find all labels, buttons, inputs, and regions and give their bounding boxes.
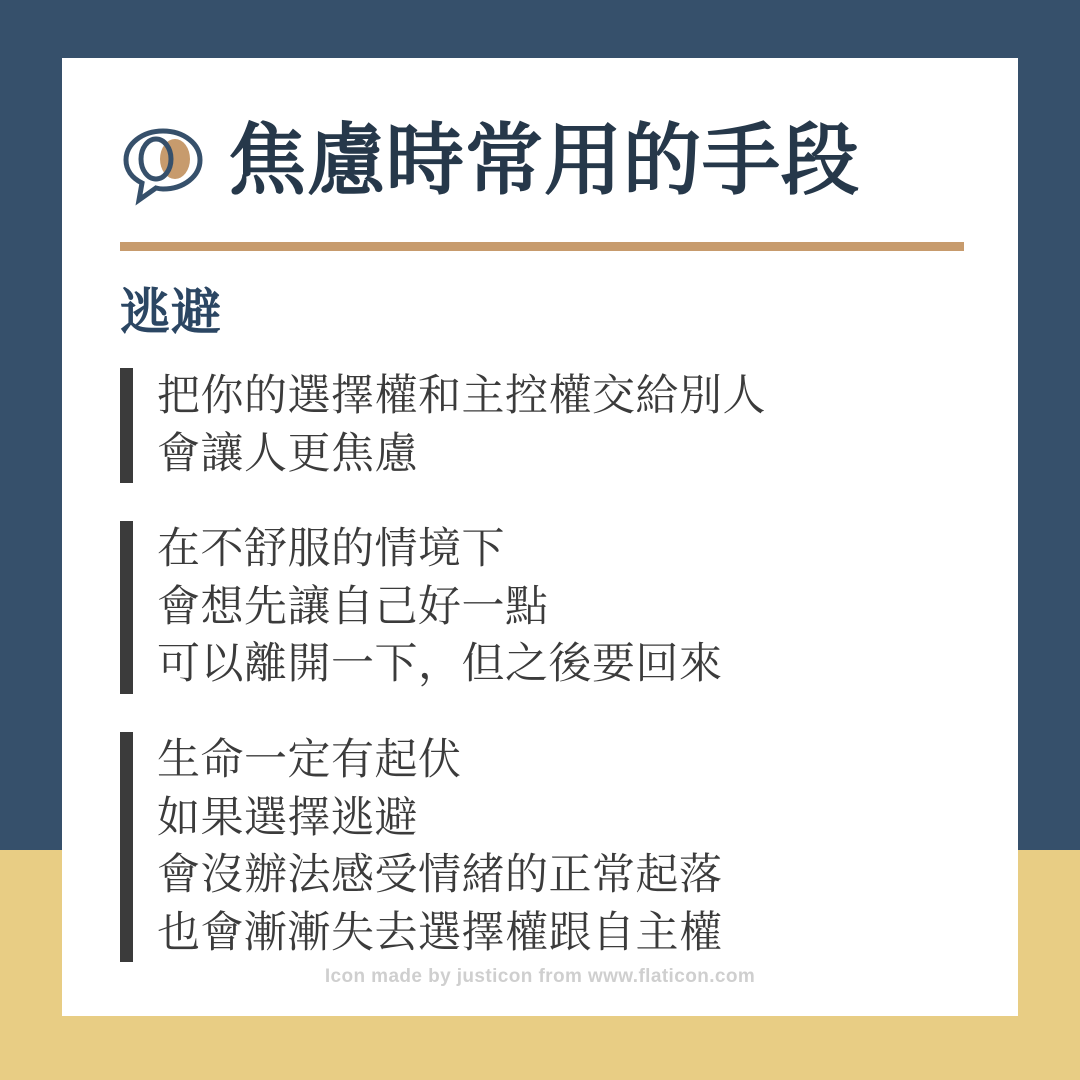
block-accent-bar bbox=[120, 521, 133, 694]
list-item bbox=[120, 368, 970, 483]
title-row bbox=[120, 104, 970, 216]
block-line: 生命一定有起伏 bbox=[157, 736, 462, 785]
block-line: 在不舒服的情境下 bbox=[157, 525, 505, 574]
content-card bbox=[62, 58, 1018, 1016]
block-accent-bar bbox=[120, 368, 133, 483]
card-inner bbox=[120, 104, 970, 962]
title-divider bbox=[120, 242, 964, 251]
list-item bbox=[120, 521, 970, 694]
block-line: 如果選擇逃避 bbox=[157, 793, 418, 842]
block-lines bbox=[133, 521, 723, 694]
block-line: 會讓人更焦慮 bbox=[157, 429, 418, 478]
block-accent-bar bbox=[120, 732, 133, 962]
page-title: 焦慮時常用的手段 bbox=[228, 116, 861, 204]
speech-bubble-icon bbox=[120, 123, 206, 209]
section-heading: 逃避 bbox=[120, 284, 222, 340]
block-lines bbox=[133, 732, 723, 962]
block-line: 可以離開一下，但之後要回來 bbox=[157, 640, 723, 689]
block-lines bbox=[133, 368, 766, 483]
block-line: 會沒辦法感受情緒的正常起落 bbox=[157, 851, 723, 900]
block-line: 也會漸漸失去選擇權跟自主權 bbox=[157, 908, 723, 957]
block-line: 會想先讓自己好一點 bbox=[157, 582, 549, 631]
bullet-blocks bbox=[120, 368, 970, 962]
block-line: 把你的選擇權和主控權交給別人 bbox=[157, 372, 766, 420]
attribution-credit: Icon made by justicon from www.flaticon.com bbox=[324, 966, 756, 987]
list-item bbox=[120, 732, 970, 962]
